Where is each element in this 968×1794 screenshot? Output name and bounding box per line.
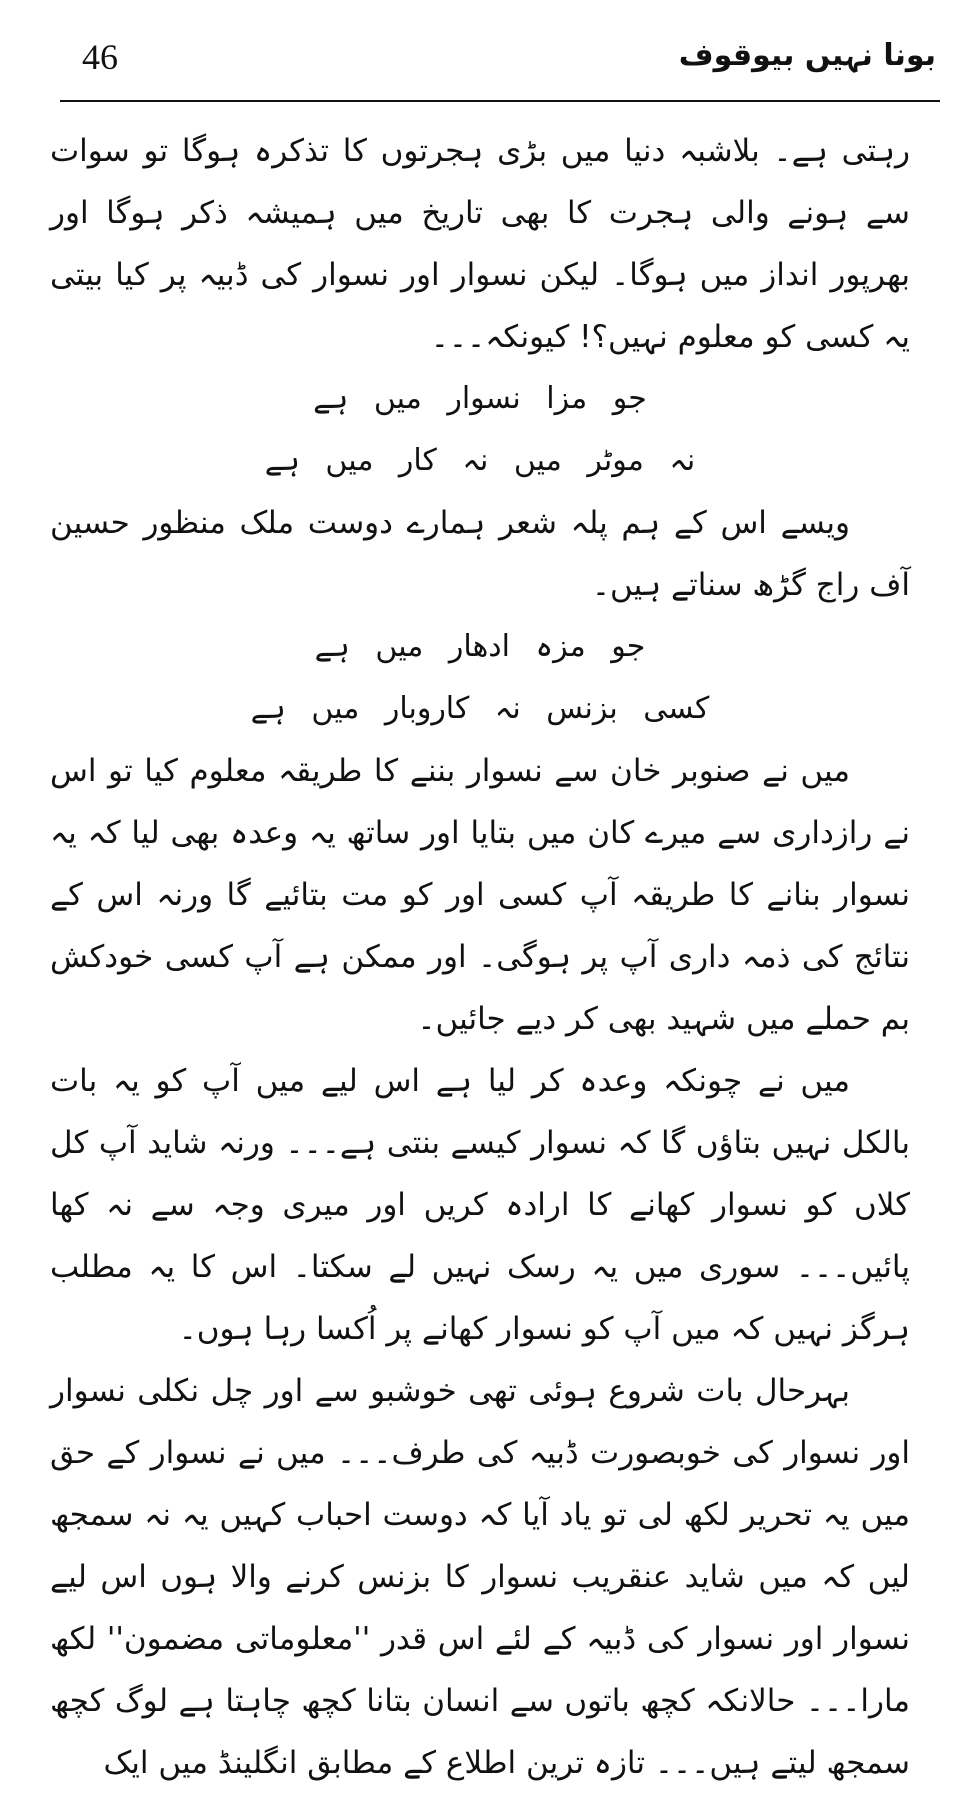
body-text <box>50 120 910 1794</box>
page-number: 46 <box>82 37 118 77</box>
running-title: بونا نہیں بیوقوف <box>678 38 936 73</box>
paragraph-3: میں نے صنوبر خان سے نسوار بننے کا طریقہ معلوم کیا تو اس نے رازداری سے میرے کان میں بتایا اور ساتھ یہ وعدہ بھی لیا کہ یہ نسوار بنانے کا طریقہ آپ کسی اور کو مت بتائیے گا ورنہ اس کے نتائج کی ذمہ داری آپ پر ہوگی۔ اور ممکن ہے آپ کسی خودکش بم حملے میں شہید بھی کر دیے جائیں۔ <box>50 753 910 1037</box>
paragraph-4: میں نے چونکہ وعدہ کر لیا ہے اس لیے میں آپ کو یہ بات بالکل نہیں بتاؤں گا کہ نسوار کیسے بنتی ہے۔۔۔ ورنہ شاید آپ کل کلاں کو نسوار کھانے کا ارادہ کریں اور میری وجہ سے نہ کھا پائیں۔۔۔ سوری میں یہ رسک نہیں لے سکتا۔ اس کا یہ مطلب ہرگز نہیں کہ میں آپ کو نسوار کھانے پر اُکسا رہا ہوں۔ <box>50 1063 910 1347</box>
verse-line: نہ موٹر میں نہ کار میں ہے <box>264 443 696 478</box>
paragraph-1: رہتی ہے۔ بلاشبہ دنیا میں بڑی ہجرتوں کا تذکرہ ہوگا تو سوات سے ہونے والی ہجرت کا بھی تاریخ میں ہمیشہ ذکر ہوگا اور بھرپور انداز میں ہوگا۔ لیکن نسوار اور نسوار کی ڈبیہ پر کیا بیتی یہ کسی کو معلوم نہیں؟! کیونکہ۔۔۔ <box>50 133 910 355</box>
verse-line: جو مزا نسوار میں ہے <box>313 381 647 416</box>
verse-block-1 <box>50 368 910 492</box>
verse-line: کسی بزنس نہ کاروبار میں ہے <box>250 691 710 726</box>
verse-block-2 <box>50 616 910 740</box>
paragraph-5: بہرحال بات شروع ہوئی تھی خوشبو سے اور چل نکلی نسوار اور نسوار کی خوبصورت ڈبیہ کی طرف۔۔۔ میں نے نسوار کے حق میں یہ تحریر لکھ لی تو یاد آیا کہ دوست احباب کہیں یہ نہ سمجھ لیں کہ میں شاید عنقریب نسوار کا بزنس کرنے والا ہوں اس لیے نسوار اور نسوار کی ڈبیہ کے لئے اس قدر ''معلوماتی مضمون'' لکھ مارا۔۔۔ حالانکہ کچھ باتوں سے انسان بتانا کچھ چاہتا ہے لوگ کچھ سمجھ لیتے ہیں۔۔۔ تازہ ترین اطلاع کے مطابق انگلینڈ میں ایک <box>50 1373 910 1781</box>
verse-line: جو مزہ ادھار میں ہے <box>314 629 646 664</box>
page-header <box>60 30 940 102</box>
paragraph-2: ویسے اس کے ہم پلہ شعر ہمارے دوست ملک منظور حسین آف راج گڑھ سناتے ہیں۔ <box>50 505 910 603</box>
